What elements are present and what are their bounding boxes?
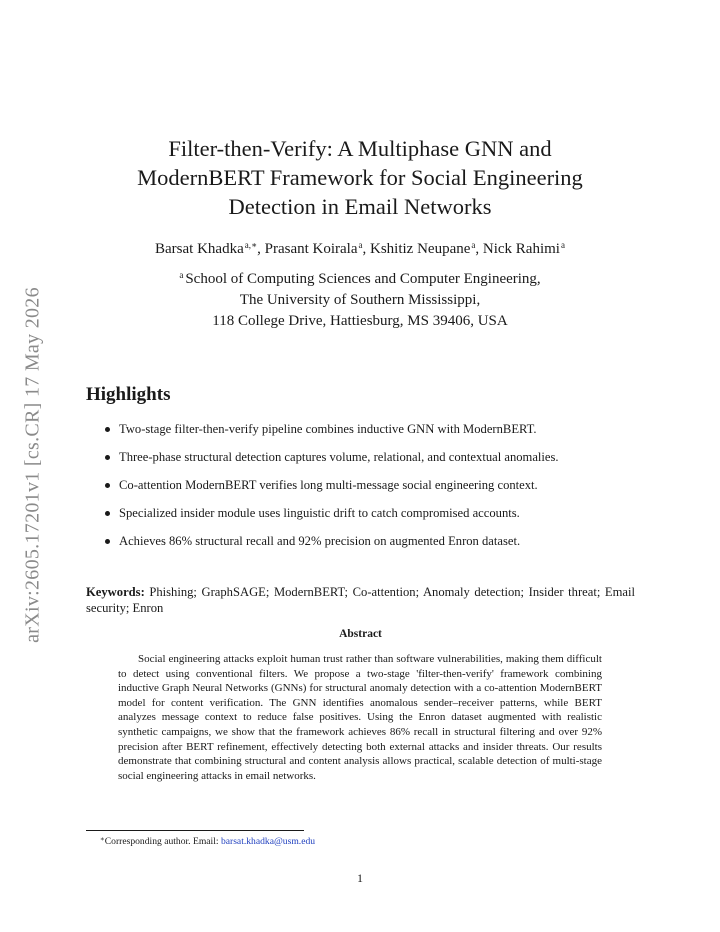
author-name: Prasant Koirala <box>264 241 358 257</box>
abstract-heading: Abstract <box>339 628 382 640</box>
affiliation-line: 118 College Drive, Hattiesburg, MS 39406, USA <box>212 313 508 329</box>
affiliation-marker: a <box>179 270 184 280</box>
author-affiliation-mark: a <box>471 240 476 250</box>
highlights-heading: Highlights <box>86 384 171 405</box>
author-email-link[interactable]: barsat.khadka@usm.edu <box>220 836 316 847</box>
author-affiliation-mark: a,∗ <box>244 240 258 250</box>
footnote-text: Corresponding author. Email: <box>104 836 219 847</box>
keywords-section <box>86 584 635 616</box>
paper-title <box>100 134 620 221</box>
keywords-text: Phishing; GraphSAGE; ModernBERT; Co-attention; Anomaly detection; Insider threat; Email security; Enron <box>86 585 635 615</box>
footnote-marker: ∗ <box>100 835 105 843</box>
footnote-divider <box>86 830 304 831</box>
title-line: ModernBERT Framework for Social Engineering <box>137 165 583 190</box>
page-number: 1 <box>357 871 363 885</box>
arxiv-identifier-stamp: arXiv:2605.17201v1 [cs.CR] 17 May 2026 <box>21 287 44 643</box>
affiliation-line: The University of Southern Mississippi, <box>239 292 481 308</box>
highlights-list <box>104 421 634 561</box>
author-separator: , <box>475 241 483 257</box>
author-name: Nick Rahimi <box>482 241 560 257</box>
author-affiliation-mark: a <box>358 240 363 250</box>
keywords-label: Keywords: <box>86 585 145 599</box>
author-affiliation-mark: a <box>560 240 565 250</box>
highlight-item: Specialized insider module uses linguistic drift to catch compromised accounts. <box>104 505 634 521</box>
highlight-item: Two-stage filter-then-verify pipeline combines inductive GNN with ModernBERT. <box>104 421 634 437</box>
author-name: Kshitiz Neupane <box>370 241 471 257</box>
affiliation-block <box>60 265 660 332</box>
highlight-item: Achieves 86% structural recall and 92% precision on augmented Enron dataset. <box>104 533 634 549</box>
highlight-item: Three-phase structural detection captures volume, relational, and contextual anomalies. <box>104 449 634 465</box>
affiliation-line: $^a$ School of Computing Sciences and Computer Engineering, <box>179 270 541 287</box>
author-list <box>60 240 660 258</box>
author-separator: , <box>362 241 370 257</box>
abstract-text: Social engineering attacks exploit human trust rather than software vulnerabilities, making them difficult to detect using conventional filters. We propose a two-stage 'filter-then-verify' framework combining inductive Graph Neural Networks (GNNs) for structural anomaly detection with a co-attention ModernBERT model for content verification. The GNN identifies anomalous sender–receiver patterns, while BERT analyzes message context to reduce false positives. Using the Enron dataset augmented with realistic synthetic campaigns, we show that the framework achieves 86% recall in structural filtering and over 92% precision after BERT refinement, effectively detecting both external attacks and insider threats. Our results demonstrate that combining structural and content analysis allows practical, scalable detection of multi-stage social engineering attacks in email networks. <box>118 653 602 782</box>
corresponding-author-footnote <box>100 835 315 847</box>
title-line: Detection in Email Networks <box>228 194 492 219</box>
highlight-item: Co-attention ModernBERT verifies long multi-message social engineering context. <box>104 477 634 493</box>
author-name: Barsat Khadka <box>155 241 244 257</box>
title-line: Filter-then-Verify: A Multiphase GNN and <box>168 136 552 161</box>
author-separator: , <box>257 241 265 257</box>
